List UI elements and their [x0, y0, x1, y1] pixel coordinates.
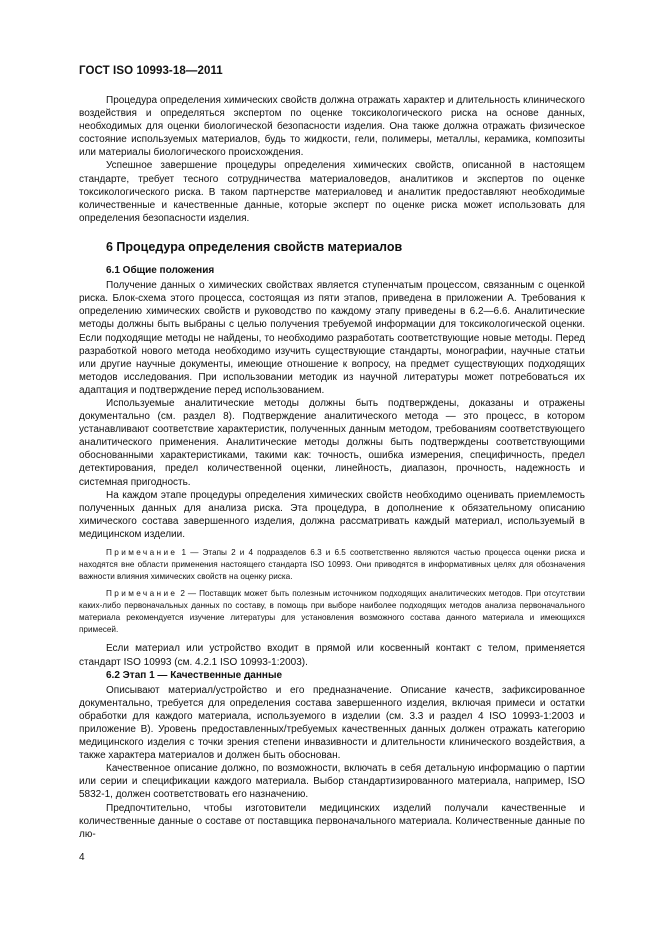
section-6-title: 6 Процедура определения свойств материалов: [106, 239, 403, 254]
note-1-text: 1 — Этапы 2 и 4 подразделов 6.3 и 6.5 соответственно являются частью процесса оценки риска и находятся вне области применения настоящего стандарта ISO 10993. Они приводятся в информативных целях для обозначения важности влияния химических свойств на оценку риска.: [79, 548, 586, 582]
document-header: ГОСТ ISO 10993-18—2011: [79, 65, 223, 77]
subsection-6-1-title: 6.1 Общие положения: [106, 265, 215, 277]
section-6-1-closing-paragraph: Если материал или устройство входит в прямой или косвенный контакт с телом, применяется стандарт ISO 10993 (см. 4.2.1 ISO 10993-1:2003).: [79, 643, 585, 668]
intro-paragraph-1: Процедура определения химических свойств должна отражать характер и длительность клинического воздействия и определяться экспертом по оценке токсикологического риска на основе данных, необходимых для оценки биологической безопасности изделия. Она также должна отражать физическое состояние используемых материалов, будь то жидкости, гели, полимеры, металлы, керамика, композиты или материалы биологического происхождения.: [79, 95, 585, 159]
section-6-2-paragraph-2: Качественное описание должно, по возможности, включать в себя детальную информацию о партии или серии и спецификации каждого материала. Выбор стандартизированного материала, например, ISO 5832-1, должен соответствовать его назначению.: [79, 763, 585, 801]
note-2-label: Примечание: [106, 588, 178, 598]
section-6-2-paragraph-1: Описывают материал/устройство и его предназначение. Описание качеств, зафиксированное документально, требуется для определения состава завершенного изделия, включая примеси и остатки обработки для каждого материала, используемого в изделии (см. 3.3 и раздел 4 ISO 10993-1:2003 и приложение В). Уровень предоставленных/требуемых качественных данных должен отражать категорию медицинского изделия с точки зрения степени инвазивности и длительности клинического воздействия, а также характера материалов и должен быть обоснован.: [79, 684, 585, 762]
document-body: [79, 94, 585, 841]
note-2-text: 2 — Поставщик может быть полезным источником подходящих аналитических методов. При отсутствии каких-либо первоначальных данных по составу, в помощь при выборе наиболее подходящих методов анализа первоначального материала рекомендуется изучение литературы для установления возможного состава данного материала и имеющихся примесей.: [79, 588, 586, 635]
note-1: [79, 547, 585, 584]
section-6-1-paragraph-3: На каждом этапе процедуры определения химических свойств необходимо оценивать приемлемость полученных данных для анализа риска. Эта процедура, в дополнение к обязательному описанию химического состава завершенного изделия, должна рассматривать каждый материал, используемый в медицинском изделии.: [79, 489, 585, 540]
section-6-2-paragraph-3: Предпочтительно, чтобы изготовители медицинских изделий получали качественные и количественные данные о составе от поставщика первоначального материала. Количественные данные по лю-: [79, 802, 585, 840]
page-number: 4: [79, 852, 85, 863]
subsection-6-2-title: 6.2 Этап 1 — Качественные данные: [106, 669, 283, 681]
section-6-1-paragraph-2: Используемые аналитические методы должны быть подтверждены, доказаны и отражены документально (см. раздел 8). Подтверждение аналитического метода — это процесс, в котором устанавливают соответствие характеристик, полученных данным методом, требованиям соответствующего аналитического применения. Аналитические методы должны быть подтверждены соответствующими обоснованными характеристиками, такими как: точность, ошибка измерения, специфичность, предел детектирования, предел количественной оценки, линейность, диапазон, прочность, надежность и системная пригодность.: [79, 397, 585, 488]
intro-paragraph-2: Успешное завершение процедуры определения химических свойств, описанной в настоящем стандарте, требует тесного сотрудничества материаловедов, аналитиков и экспертов по оценке токсикологического риска. В таком партнерстве материаловед и аналитик предоставляют необходимые количественные и качественные данные, которые эксперт по оценке риска может использовать для определения безопасности изделия.: [79, 160, 585, 224]
section-6-1-paragraph-1: Получение данных о химических свойствах является ступенчатым процессом, связанным с оценкой риска. Блок-схема этого процесса, состоящая из пяти этапов, приведена в приложении А. Требования к определению химических свойств и руководство по каждому этапу приведены в 6.2—6.6. Аналитические методы должны быть выбраны с целью получения требуемой информации для токсикологической оценки. Если подходящие методы не найдены, то необходимо разработать соответствующие новые методы. Перед разработкой нового метода необходимо изучить существующие стандарты, монографии, научные статьи или другие научные документы, имеющие отношение к вопросу, на предмет существующих подходящих методов исследования. При использовании методик из научной литературы может потребоваться их адаптация и подтверждение перед использованием.: [79, 280, 585, 396]
note-1-label: Примечание: [106, 548, 178, 557]
note-2: [79, 588, 585, 637]
